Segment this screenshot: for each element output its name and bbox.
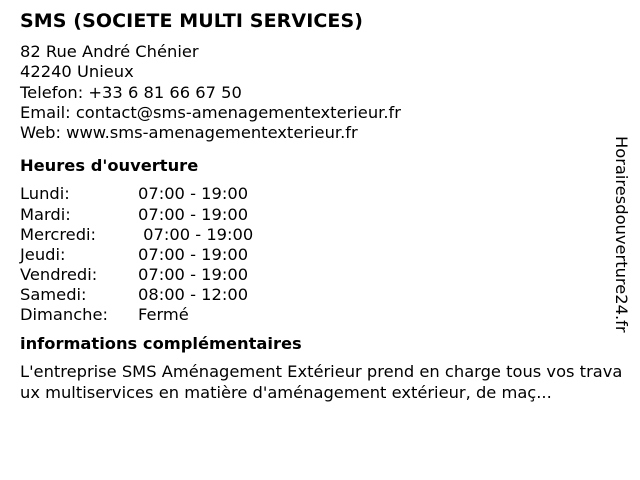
street-address: 82 Rue André Chénier [20, 42, 199, 61]
contact-block [20, 42, 620, 143]
day-label: Samedi: [20, 284, 87, 304]
time-range: 07:00 - 19:00 [138, 184, 249, 204]
day-label: Dimanche: [20, 305, 108, 325]
hours-row-jeudi [20, 245, 253, 265]
day-label: Mercredi: [20, 224, 97, 244]
hours-row-mercredi [20, 225, 253, 245]
hours-heading: Heures d'ouverture [20, 156, 199, 176]
time-range: 07:00 - 19:00 [138, 204, 249, 224]
day-label: Lundi: [20, 184, 70, 204]
day-label: Jeudi: [20, 244, 66, 264]
city-postcode: 42240 Unieux [20, 62, 134, 82]
hours-row-vendredi [20, 265, 253, 285]
phone-line[interactable]: Telefon: +33 6 81 66 67 50 [20, 82, 242, 102]
time-range: 07:00 - 19:00 [138, 224, 254, 244]
hours-table [20, 184, 253, 325]
day-label: Mardi: [20, 204, 71, 224]
email-line[interactable]: Email: contact@sms-amenagementexterieur.fr [20, 102, 401, 122]
brand-watermark: Horairesdouverture24.fr [612, 136, 631, 333]
info-heading: informations complémentaires [20, 334, 302, 354]
day-label: Vendredi: [20, 264, 98, 284]
hours-row-samedi [20, 285, 253, 305]
time-range: 07:00 - 19:00 [138, 264, 249, 284]
time-range: 07:00 - 19:00 [138, 244, 249, 264]
business-name: SMS (SOCIETE MULTI SERVICES) [20, 10, 364, 32]
web-line[interactable]: Web: www.sms-amenagementexterieur.fr [20, 123, 358, 143]
hours-row-mardi [20, 205, 253, 225]
info-description: L'entreprise SMS Aménagement Extérieur prend en charge tous vos travaux multiservices en matière d'aménagement extérieur, de maç... [20, 362, 623, 402]
hours-row-dimanche [20, 305, 253, 325]
time-range: 08:00 - 12:00 [138, 284, 249, 304]
hours-row-lundi [20, 184, 253, 204]
time-range: Fermé [138, 305, 189, 325]
